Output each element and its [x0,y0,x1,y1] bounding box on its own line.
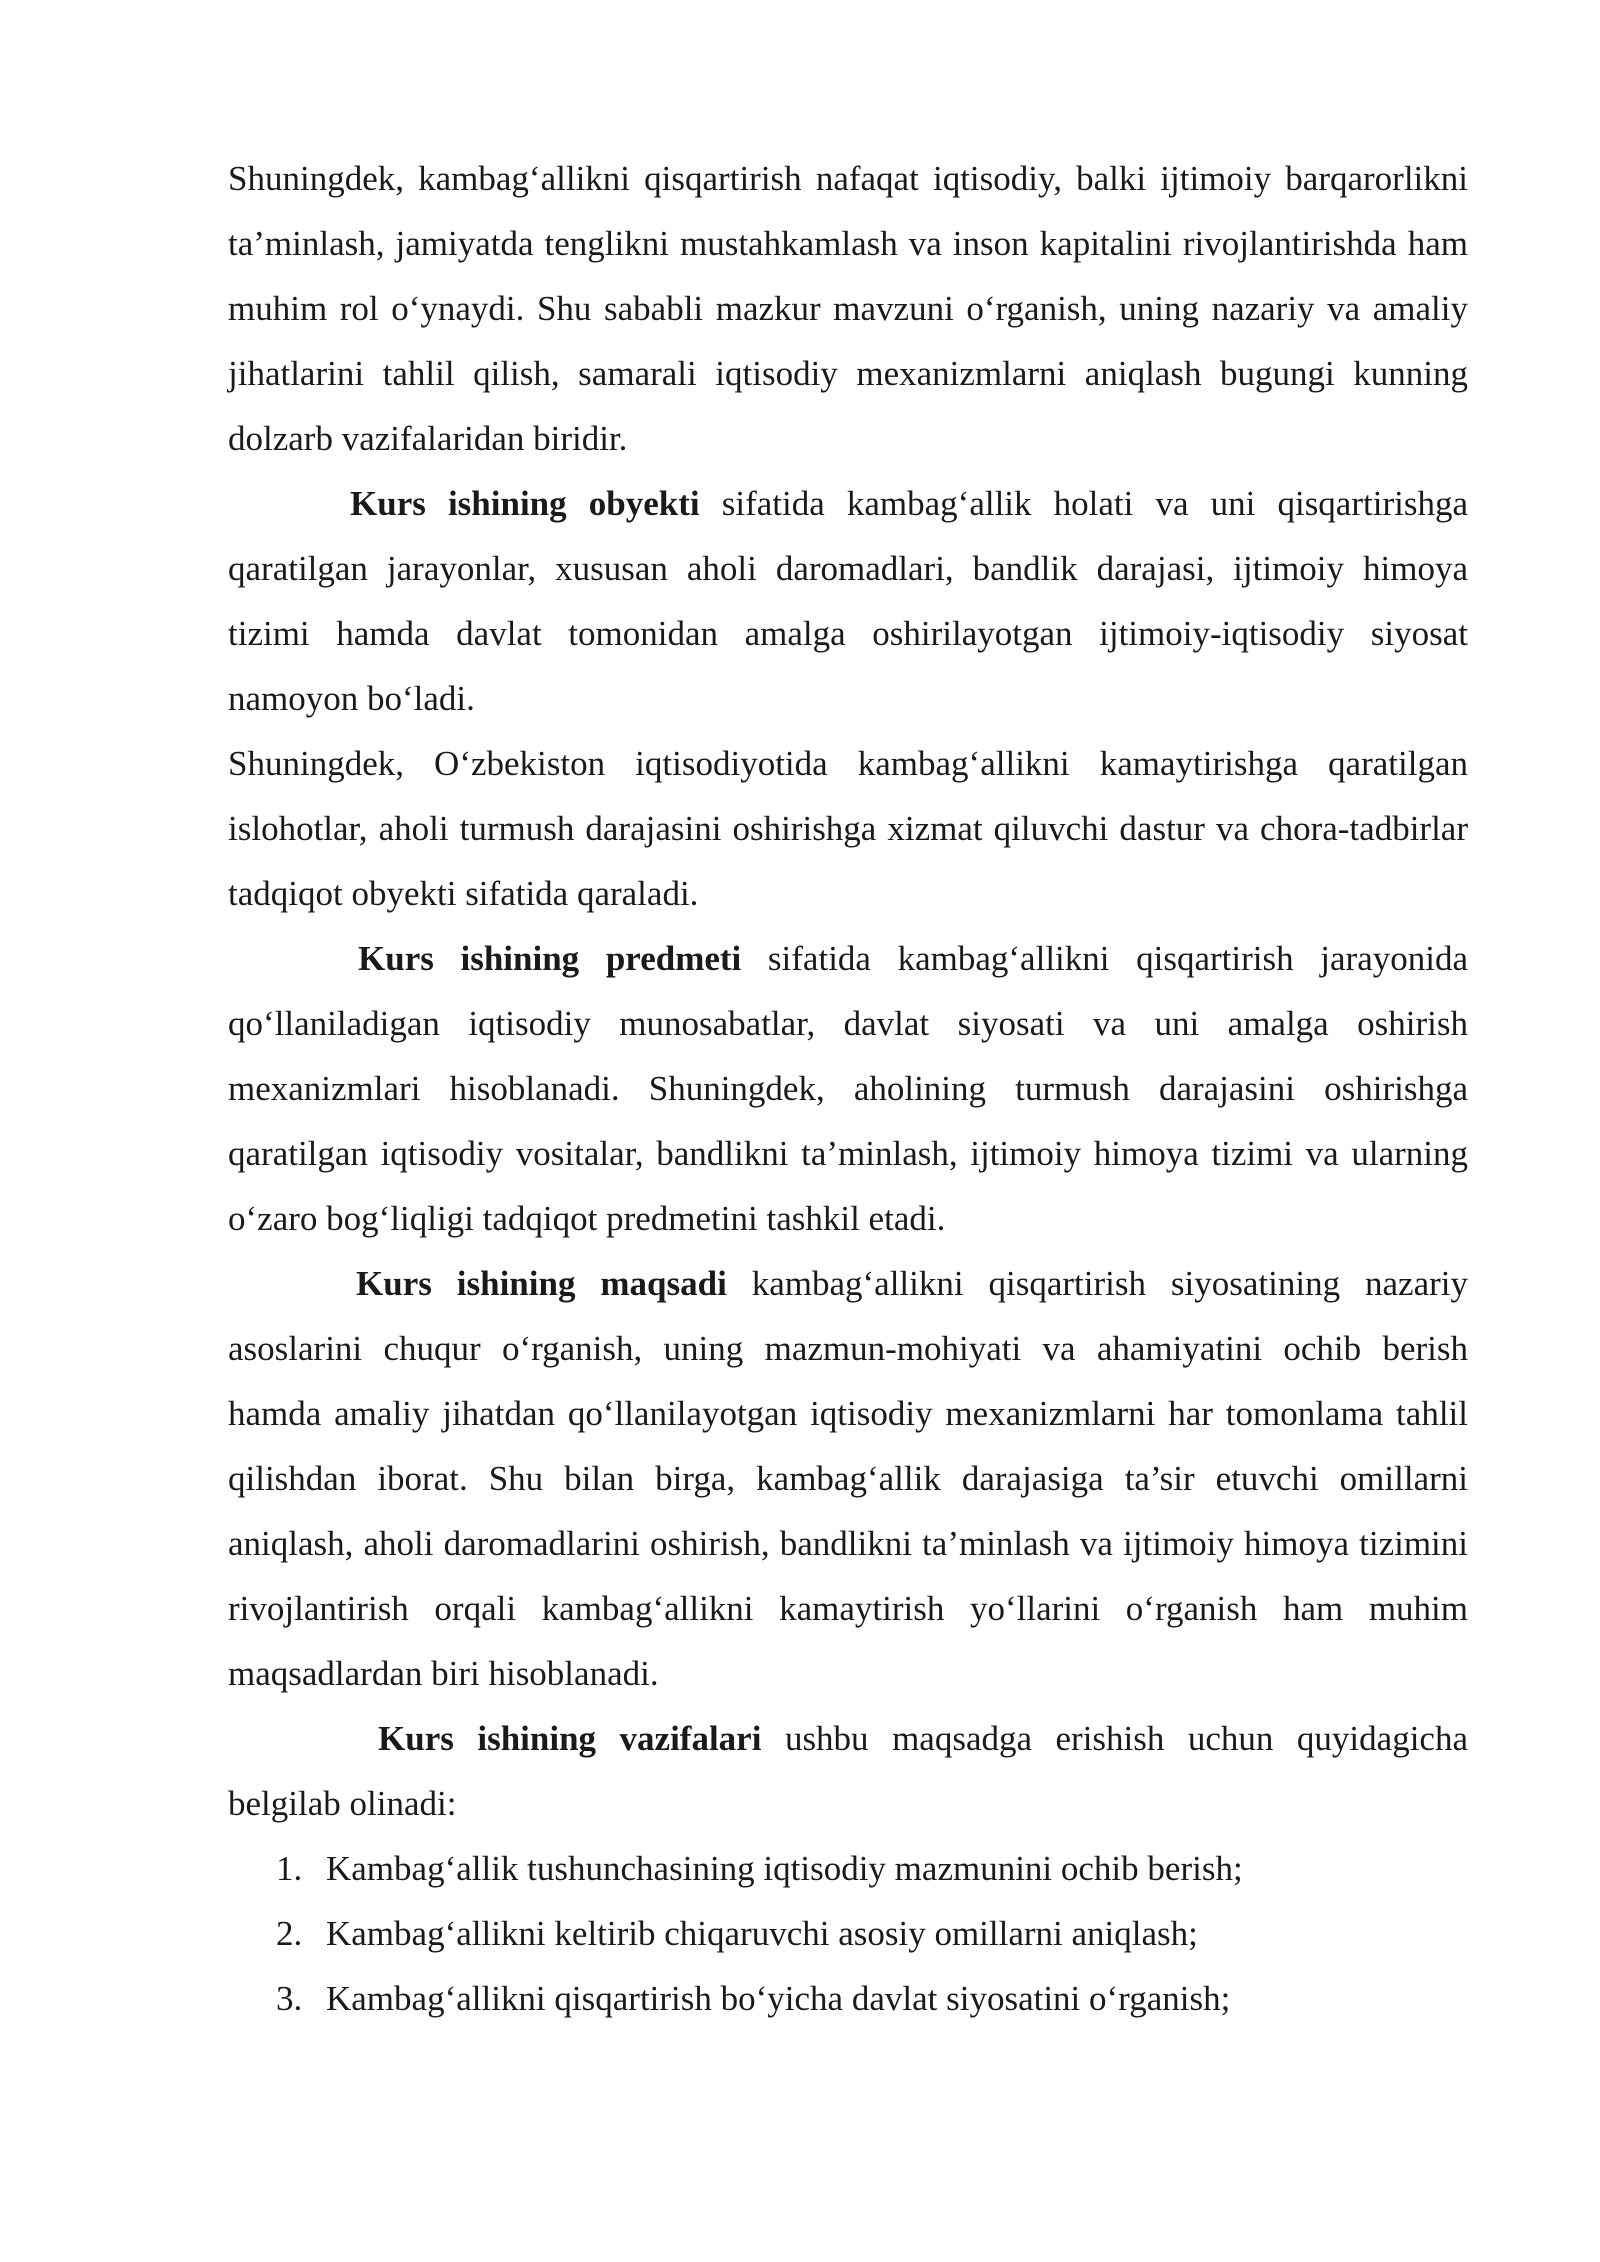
list-item-number: 2. [276,1914,303,1953]
subject-paragraph [228,926,1468,1251]
list-item [228,1836,1468,1901]
list-item [228,1901,1468,1966]
intro-paragraph: Shuningdek, kambag‘allikni qisqartirish nafaqat iqtisodiy, balki ijtimoiy barqarorlikni ta’minlash, jamiyatda tenglikni mustahkamlash va inson kapitalini rivojlantirishda ham muhim rol o‘ynaydi. Shu sababli mazkur mavzuni o‘rganish, uning nazariy va amaliy jihatlarini tahlil qilish, samarali iqtisodiy mexanizmlarni aniqlash bugungi kunning dolzarb vazifalaridan biridir. [228,159,1468,458]
tasks-paragraph [228,1706,1468,1836]
object-paragraph [228,471,1468,731]
object-text: sifatida kambag‘allik holati va uni qisqartirishga qaratilgan jarayonlar, xususan aholi daromadlari, bandlik darajasi, ijtimoiy himoya tizimi hamda davlat tomonidan amalga oshirilayotgan ijtimoiy-iqtisodiy siyosat namoyon bo‘ladi. [228,484,1468,718]
object-extra-paragraph: Shuningdek, O‘zbekiston iqtisodiyotida kambag‘allikni kamaytirishga qaratilgan islohotlar, aholi turmush darajasini oshirishga xizmat qiluvchi dastur va chora-tadbirlar tadqiqot obyekti sifatida qaraladi. [228,744,1468,913]
document-page [228,146,1468,2031]
list-item [228,1966,1468,2031]
list-item-number: 1. [276,1849,303,1888]
object-heading: Kurs ishining obyekti [350,484,700,523]
tasks-heading: Kurs ishining vazifalari [378,1719,762,1758]
tasks-intro-text: ushbu maqsadga erishish uchun quyidagicha belgilab olinadi: [228,1719,1468,1823]
list-item-number: 3. [276,1979,303,2018]
list-item-text: Kambag‘allik tushunchasining iqtisodiy mazmunini ochib berish; [326,1849,1243,1888]
goal-paragraph [228,1251,1468,1706]
subject-text: sifatida kambag‘allikni qisqartirish jarayonida qo‘llaniladigan iqtisodiy munosabatlar, davlat siyosati va uni amalga oshirish mexanizmlari hisoblanadi. Shuningdek, aholining turmush darajasini oshirishga qaratilgan iqtisodiy vositalar, bandlikni ta’minlash, ijtimoiy himoya tizimi va ularning o‘zaro bog‘liqligi tadqiqot predmetini tashkil etadi. [228,939,1468,1238]
goal-heading: Kurs ishining maqsadi [356,1264,727,1303]
list-item-text: Kambag‘allikni qisqartirish bo‘yicha davlat siyosatini o‘rganish; [326,1979,1231,2018]
tasks-list [228,1836,1468,2031]
goal-text: kambag‘allikni qisqartirish siyosatining nazariy asoslarini chuqur o‘rganish, uning mazmun-mohiyati va ahamiyatini ochib berish hamda amaliy jihatdan qo‘llanilayotgan iqtisodiy mexanizmlarni har tomonlama tahlil qilishdan iborat. Shu bilan birga, kambag‘allik darajasiga ta’sir etuvchi omillarni aniqlash, aholi daromadlarini oshirish, bandlikni ta’minlash va ijtimoiy himoya tizimini rivojlantirish orqali kambag‘allikni kamaytirish yo‘llarini o‘rganish ham muhim maqsadlardan biri hisoblanadi. [228,1264,1468,1693]
subject-heading: Kurs ishining predmeti [358,939,742,978]
list-item-text: Kambag‘allikni keltirib chiqaruvchi asosiy omillarni aniqlash; [326,1914,1198,1953]
